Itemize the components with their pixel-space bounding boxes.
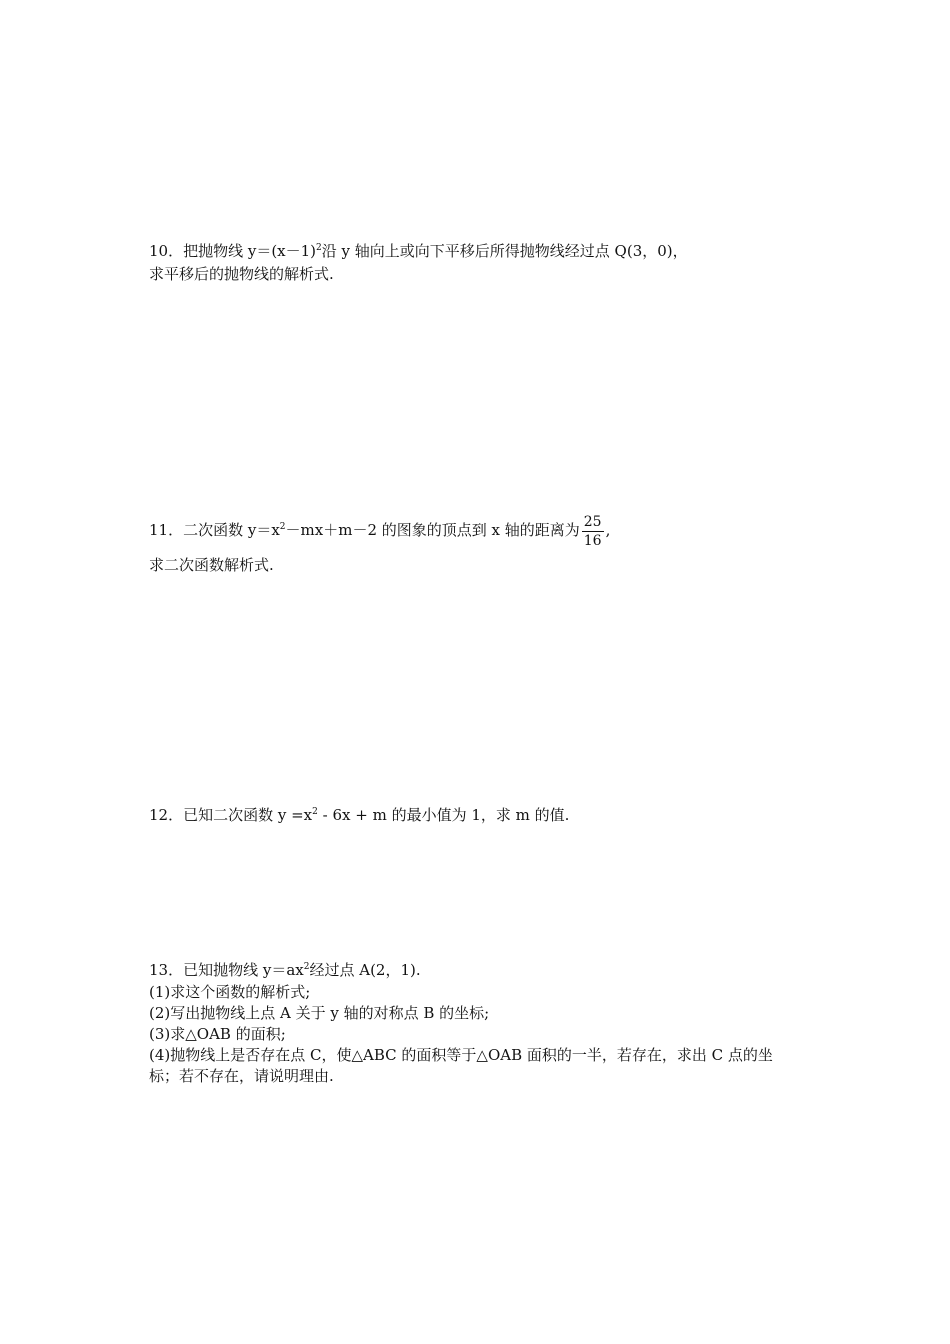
- superscript: 2: [303, 962, 310, 972]
- text-segment: 沿 y 轴向上或向下平移后所得抛物线经过点 Q(3，0)，: [321, 242, 688, 260]
- problem-12-line-1: [149, 805, 569, 828]
- superscript: 2: [316, 243, 322, 253]
- text-segment: 10．把抛物线 y＝(x－1): [149, 242, 317, 260]
- superscript: 2: [312, 807, 318, 817]
- problem-13-line-2: (1)求这个函数的解析式;: [149, 983, 311, 1001]
- problem-11-line-2: 求二次函数解析式.: [149, 556, 274, 574]
- text-segment: - 6x + m 的最小值为 1，求 m 的值.: [317, 806, 570, 824]
- problem-10-line-2: 求平移后的抛物线的解析式.: [149, 265, 334, 283]
- problem-13-line-6: 标；若不存在，请说明理由.: [149, 1067, 334, 1085]
- problem-13-line-5: (4)抛物线上是否存在点 C，使△ABC 的面积等于△OAB 面积的一半，若存在，求出 C 点的坐: [149, 1046, 773, 1064]
- fraction: [582, 513, 604, 550]
- text-segment: 经过点 A(2，1).: [309, 961, 421, 979]
- text-segment: 11．二次函数 y＝x: [149, 521, 280, 539]
- fraction-denominator: 16: [583, 532, 602, 549]
- problem-11-line-1: [149, 510, 610, 550]
- text-segment: 13．已知抛物线 y＝ax: [149, 961, 304, 979]
- superscript: 2: [279, 522, 286, 532]
- text-segment: ,: [605, 521, 611, 539]
- text-segment: －mx＋m－2 的图象的顶点到 x 轴的距离为: [285, 521, 580, 539]
- problem-10-line-1: [149, 241, 688, 264]
- problem-13-line-3: (2)写出抛物线上点 A 关于 y 轴的对称点 B 的坐标;: [149, 1004, 490, 1022]
- problem-13-line-1: [149, 960, 421, 983]
- problem-13-line-4: (3)求△OAB 的面积;: [149, 1025, 286, 1043]
- text-segment: 12．已知二次函数 y =x: [149, 806, 313, 824]
- fraction-numerator: 25: [583, 513, 602, 530]
